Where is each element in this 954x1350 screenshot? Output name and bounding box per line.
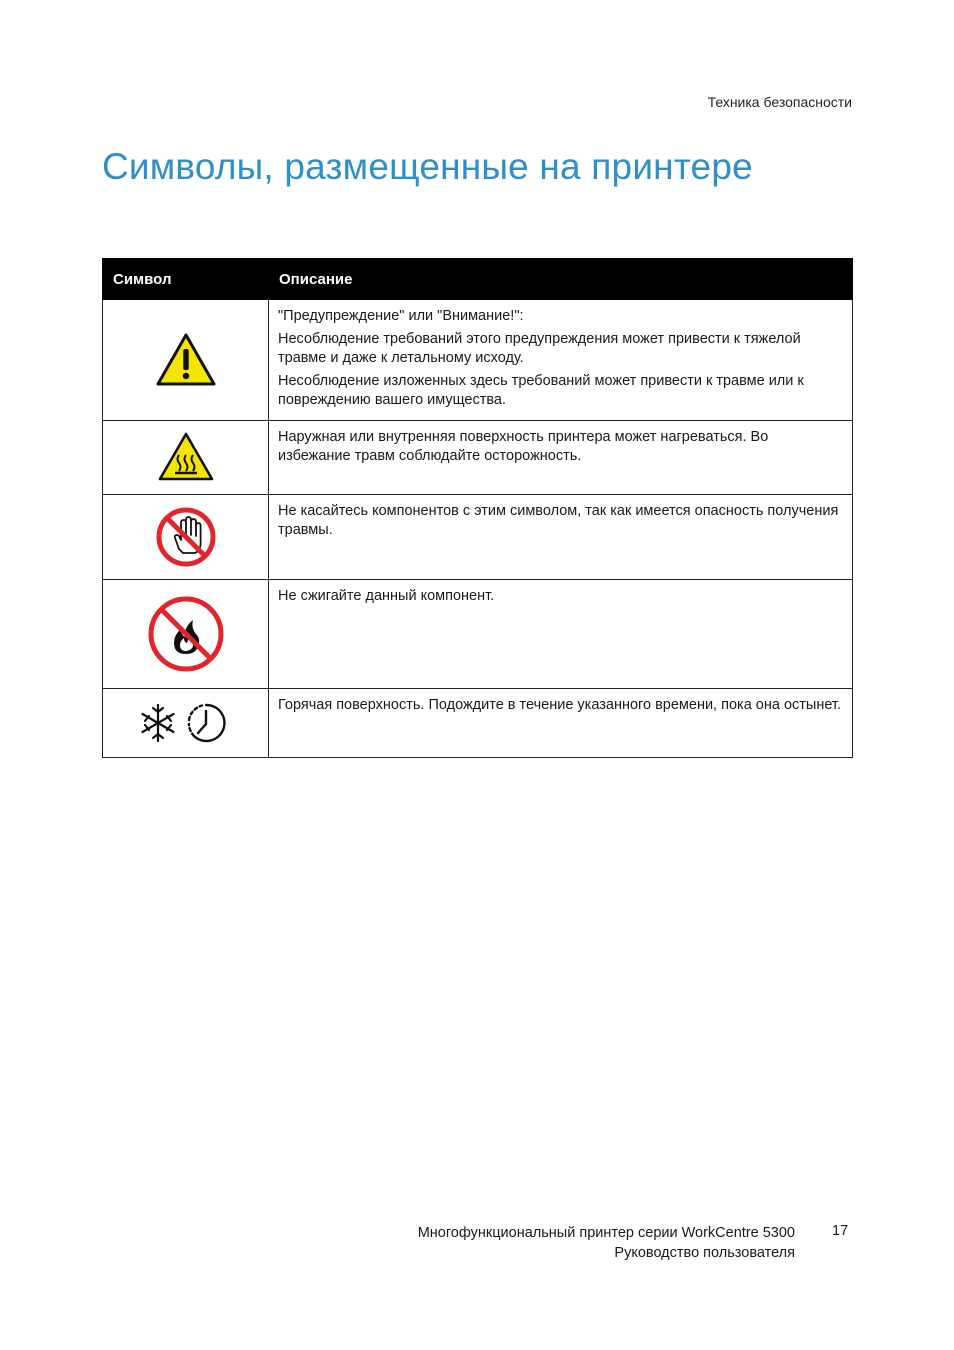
description-line: "Предупреждение" или "Внимание!": (278, 308, 524, 324)
table-row (103, 579, 853, 688)
snowflake-icon (142, 705, 173, 741)
symbol-cell (103, 420, 269, 494)
footer-product: Многофункциональный принтер серии WorkCentre 5300 (417, 1225, 795, 1241)
clock-icon (189, 704, 224, 740)
running-header: Техника безопасности (707, 94, 852, 110)
symbols-table (102, 258, 853, 758)
column-header-symbol: Символ (103, 259, 269, 300)
symbol-cell (103, 688, 269, 757)
page-number: 17 (832, 1223, 849, 1239)
column-header-description: Описание (269, 259, 853, 300)
description-line: Не касайтесь компонентов с этим символом, так как имеется опасность получения травмы. (278, 502, 839, 538)
symbol-cell (103, 579, 269, 688)
no-burn-icon (146, 594, 226, 674)
description-line: Горячая поверхность. Подождите в течение указанного времени, пока она остынет. (278, 696, 841, 713)
description-line: Наружная или внутренняя поверхность принтера может нагреваться. Во избежание травм соблюдайте осторожность. (278, 428, 769, 464)
table-row (103, 688, 853, 757)
page-footer (418, 1223, 795, 1263)
hot-surface-icon (157, 431, 215, 483)
description-cell (269, 688, 853, 757)
page-title: Символы, размещенные на принтере (102, 146, 753, 187)
table-row (103, 420, 853, 494)
warning-triangle-icon (155, 332, 217, 388)
symbol-cell (103, 300, 269, 421)
description-cell (269, 494, 853, 579)
no-touch-icon (154, 505, 218, 569)
table-row (103, 494, 853, 579)
table-header-row (103, 259, 853, 300)
description-cell (269, 300, 853, 421)
description-line: Несоблюдение изложенных здесь требований может привести к травме или к повреждению вашего имущества. (278, 372, 804, 408)
table-row (103, 300, 853, 421)
description-line: Не сжигайте данный компонент. (278, 587, 495, 604)
description-cell (269, 579, 853, 688)
description-line: Несоблюдение требований этого предупреждения может привести к тяжелой травме и даже к летальному исходу. (278, 330, 801, 366)
description-cell (269, 420, 853, 494)
cool-down-timer-icon (138, 700, 234, 746)
symbol-cell (103, 494, 269, 579)
footer-guide: Руководство пользователя (614, 1245, 795, 1261)
